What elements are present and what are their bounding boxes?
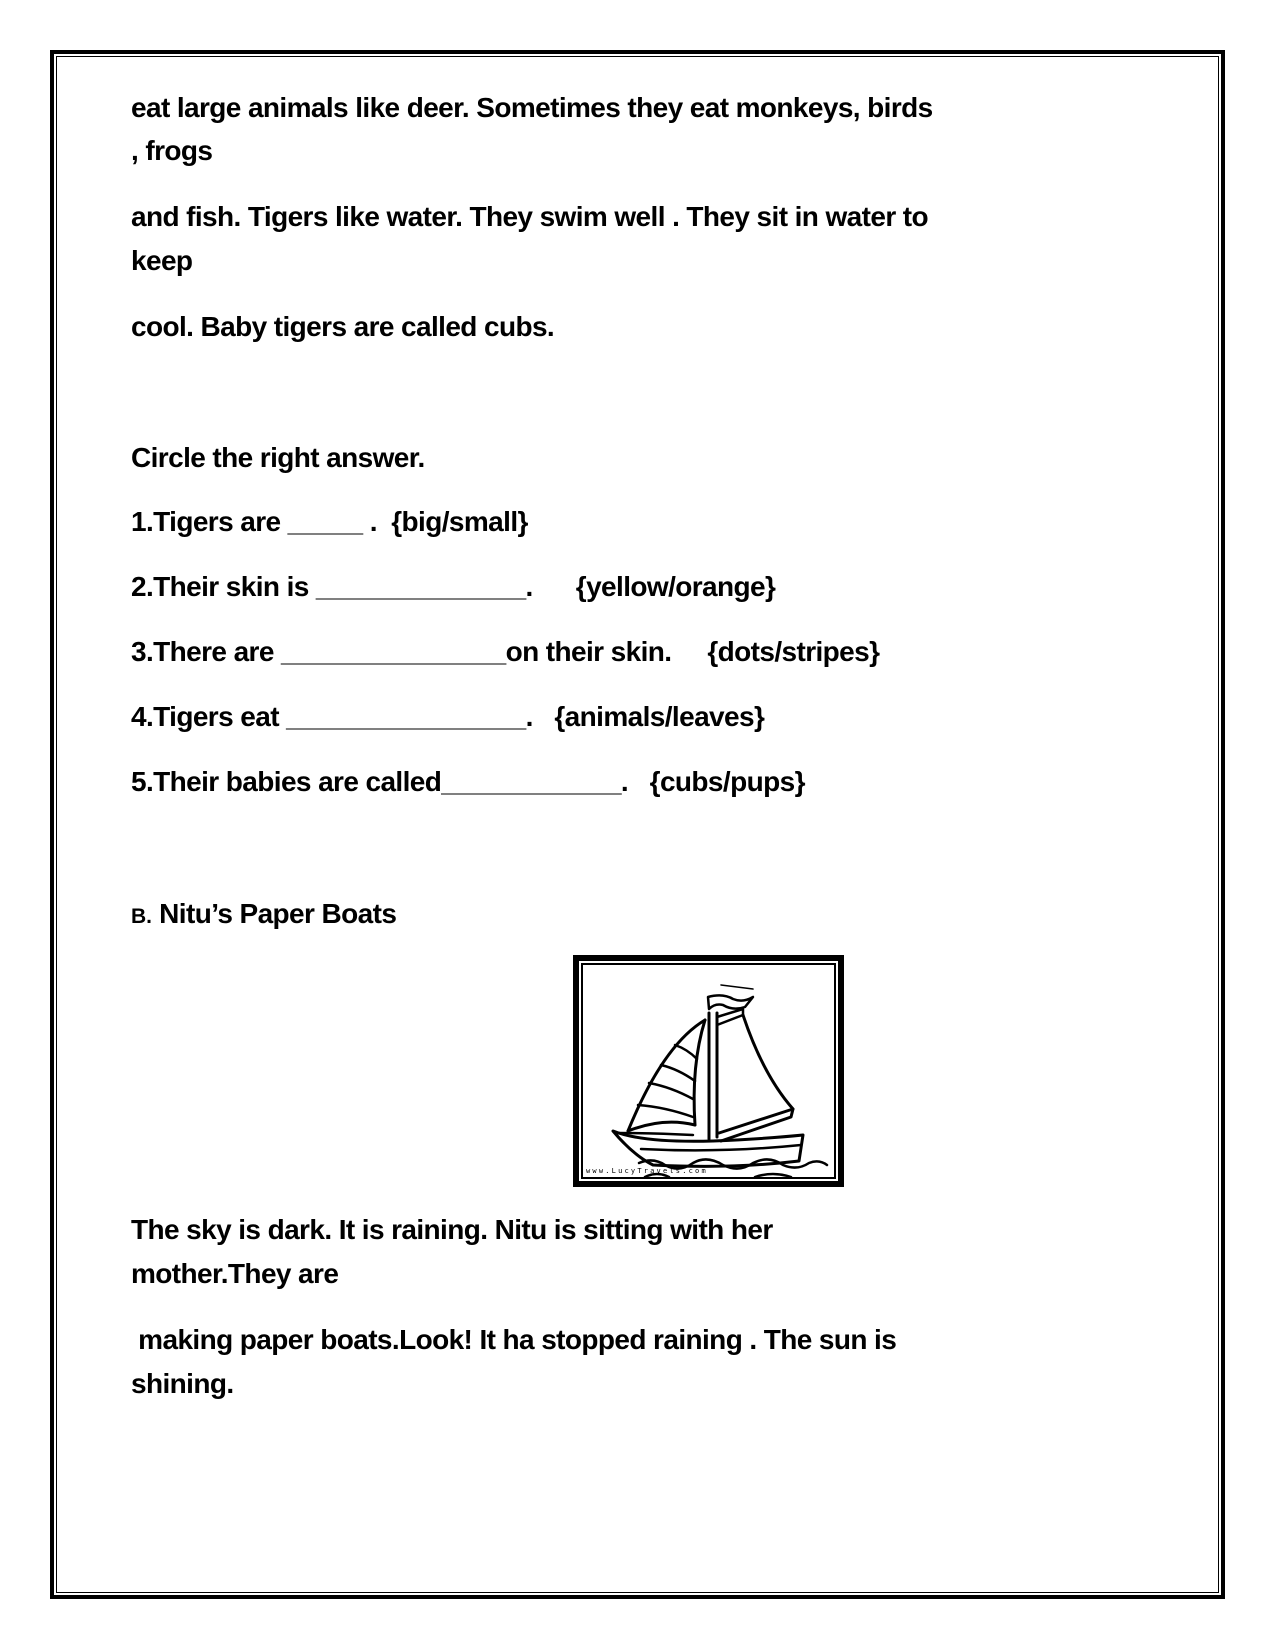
question-4: 4.Tigers eat ________________. {animals/leaves} [131, 701, 765, 732]
question-1: 1.Tigers are _____ . {big/small} [131, 506, 528, 537]
sailboat-image [573, 955, 844, 1187]
question-5: 5.Their babies are called____________. {cubs/pups} [131, 766, 805, 797]
passage-line: keep [131, 245, 193, 276]
passage-line: eat large animals like deer. Sometimes they eat monkeys, birds [131, 92, 933, 123]
story-line: making paper boats.Look! It ha stopped raining . The sun is [131, 1324, 897, 1355]
passage-line: and fish. Tigers like water. They swim well . They sit in water to [131, 201, 929, 232]
question-2: 2.Their skin is ______________. {yellow/orange} [131, 571, 776, 602]
section-title: Nitu’s Paper Boats [152, 898, 397, 929]
passage-line: , frogs [131, 135, 213, 166]
section-letter: B. [131, 905, 152, 928]
story-line: The sky is dark. It is raining. Nitu is sitting with her [131, 1214, 773, 1245]
sailboat-icon [583, 965, 836, 1179]
sailboat-image-inner-frame [581, 963, 836, 1179]
section-b-heading [131, 900, 396, 928]
passage-line: cool. Baby tigers are called cubs. [131, 311, 555, 342]
story-line: mother.They are [131, 1258, 339, 1289]
page-border [50, 50, 1225, 1599]
exercise-instruction: Circle the right answer. [131, 442, 425, 473]
page-border-inner [56, 56, 1219, 1593]
question-3: 3.There are _______________on their skin. {dots/stripes} [131, 636, 880, 667]
story-line: shining. [131, 1368, 234, 1399]
image-watermark: www.LucyTravels.com [586, 1167, 708, 1175]
